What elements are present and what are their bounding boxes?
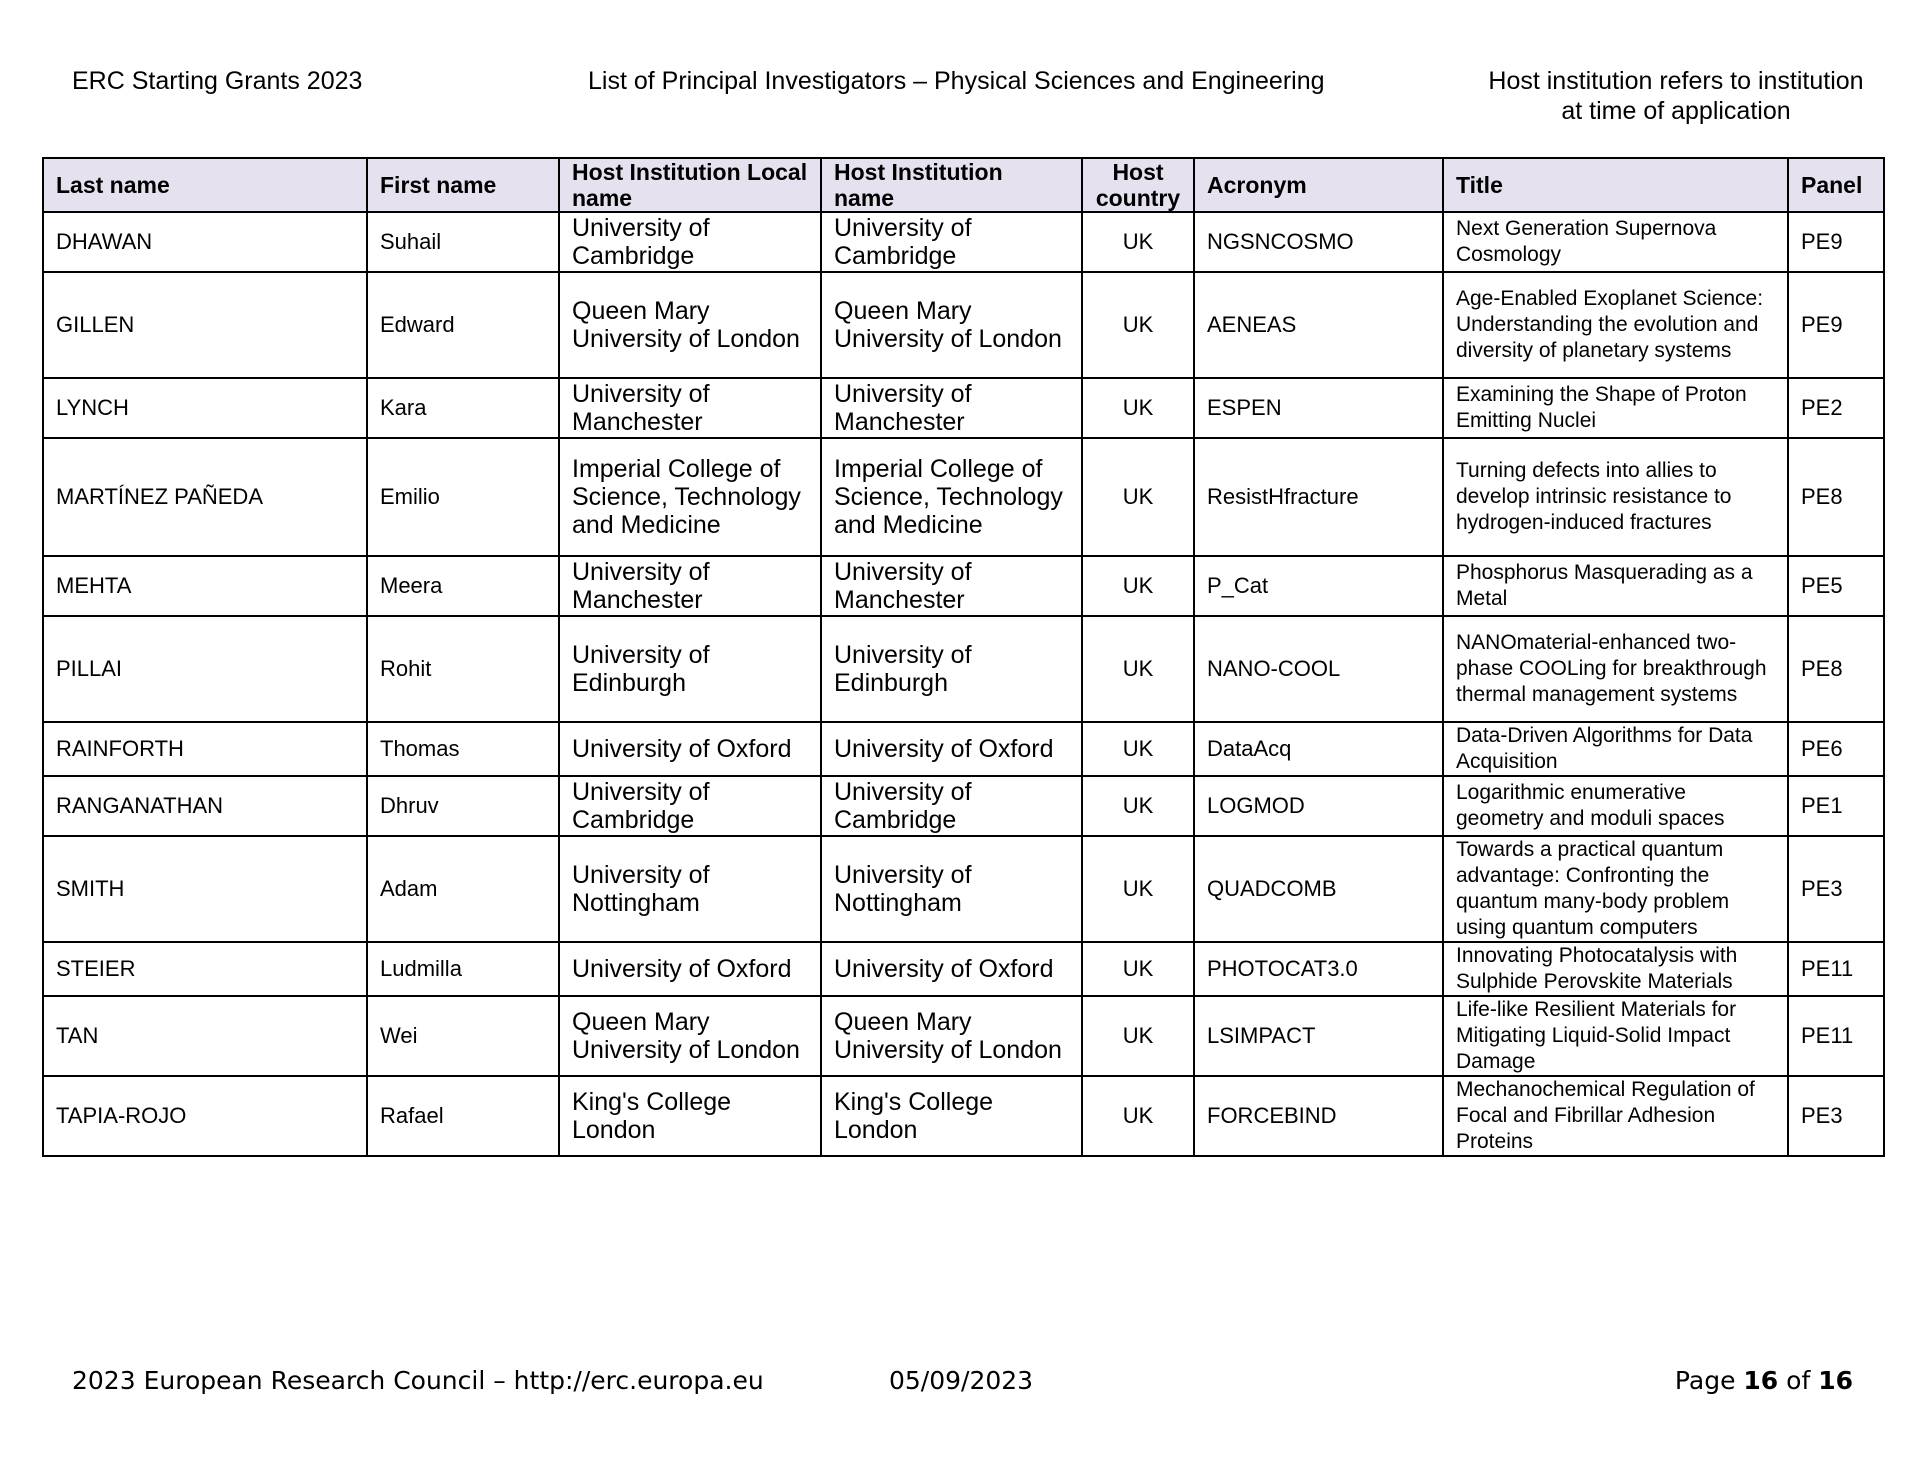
- cell-acronym: ESPEN: [1194, 378, 1443, 438]
- cell-last-name: MEHTA: [43, 556, 367, 616]
- cell-host-name: University of Oxford: [821, 722, 1082, 776]
- col-header-panel: Panel: [1788, 158, 1884, 212]
- col-header-title: Title: [1443, 158, 1788, 212]
- cell-title: Turning defects into allies to develop intrinsic resistance to hydrogen-induced fractures: [1443, 438, 1788, 556]
- page-total: 16: [1818, 1366, 1853, 1395]
- cell-panel: PE3: [1788, 836, 1884, 942]
- cell-acronym: ResistHfracture: [1194, 438, 1443, 556]
- table-row: [43, 616, 1884, 722]
- cell-host-name: Queen Mary University of London: [821, 272, 1082, 378]
- cell-last-name: STEIER: [43, 942, 367, 996]
- cell-panel: PE8: [1788, 438, 1884, 556]
- cell-host-country: UK: [1082, 438, 1194, 556]
- cell-host-local-name: University of Cambridge: [559, 776, 821, 836]
- cell-host-name: Imperial College of Science, Technology and Medicine: [821, 438, 1082, 556]
- cell-acronym: QUADCOMB: [1194, 836, 1443, 942]
- cell-last-name: RAINFORTH: [43, 722, 367, 776]
- cell-last-name: GILLEN: [43, 272, 367, 378]
- cell-title: Life-like Resilient Materials for Mitigating Liquid-Solid Impact Damage: [1443, 996, 1788, 1076]
- table-row: [43, 776, 1884, 836]
- cell-host-name: University of Manchester: [821, 378, 1082, 438]
- cell-title: Examining the Shape of Proton Emitting Nuclei: [1443, 378, 1788, 438]
- cell-title: Phosphorus Masquerading as a Metal: [1443, 556, 1788, 616]
- cell-last-name: MARTÍNEZ PAÑEDA: [43, 438, 367, 556]
- page-mid: of: [1778, 1366, 1819, 1395]
- cell-host-country: UK: [1082, 272, 1194, 378]
- cell-host-local-name: Queen Mary University of London: [559, 272, 821, 378]
- cell-host-country: UK: [1082, 378, 1194, 438]
- cell-first-name: Thomas: [367, 722, 559, 776]
- cell-host-name: University of Edinburgh: [821, 616, 1082, 722]
- table-row: [43, 438, 1884, 556]
- page-prefix: Page: [1674, 1366, 1744, 1395]
- col-header-first-name: First name: [367, 158, 559, 212]
- cell-host-country: UK: [1082, 942, 1194, 996]
- cell-panel: PE8: [1788, 616, 1884, 722]
- cell-host-name: University of Cambridge: [821, 212, 1082, 272]
- table-row: [43, 996, 1884, 1076]
- cell-host-country: UK: [1082, 212, 1194, 272]
- cell-host-country: UK: [1082, 776, 1194, 836]
- footer-date: 05/09/2023: [889, 1366, 1034, 1395]
- cell-host-country: UK: [1082, 836, 1194, 942]
- investigators-table: [42, 157, 1885, 1157]
- col-header-host-local-name: Host Institution Local name: [559, 158, 821, 212]
- cell-acronym: FORCEBIND: [1194, 1076, 1443, 1156]
- col-header-acronym: Acronym: [1194, 158, 1443, 212]
- cell-first-name: Kara: [367, 378, 559, 438]
- cell-first-name: Wei: [367, 996, 559, 1076]
- header-right: [1486, 66, 1866, 126]
- cell-panel: PE6: [1788, 722, 1884, 776]
- header-center: List of Principal Investigators – Physical Sciences and Engineering: [588, 67, 1325, 95]
- cell-acronym: LOGMOD: [1194, 776, 1443, 836]
- col-header-host-country: Host country: [1082, 158, 1194, 212]
- cell-acronym: NANO-COOL: [1194, 616, 1443, 722]
- cell-panel: PE2: [1788, 378, 1884, 438]
- cell-host-country: UK: [1082, 556, 1194, 616]
- cell-acronym: NGSNCOSMO: [1194, 212, 1443, 272]
- cell-first-name: Rohit: [367, 616, 559, 722]
- cell-first-name: Dhruv: [367, 776, 559, 836]
- page-current: 16: [1743, 1366, 1779, 1395]
- cell-host-country: UK: [1082, 722, 1194, 776]
- cell-title: Innovating Photocatalysis with Sulphide Perovskite Materials: [1443, 942, 1788, 996]
- cell-last-name: TAPIA-ROJO: [43, 1076, 367, 1156]
- table-row: [43, 722, 1884, 776]
- header-right-line2: at time of application: [1561, 97, 1791, 125]
- cell-first-name: Rafael: [367, 1076, 559, 1156]
- col-header-last-name: Last name: [43, 158, 367, 212]
- cell-acronym: P_Cat: [1194, 556, 1443, 616]
- cell-acronym: PHOTOCAT3.0: [1194, 942, 1443, 996]
- cell-panel: PE5: [1788, 556, 1884, 616]
- table-row: [43, 378, 1884, 438]
- table-row: [43, 272, 1884, 378]
- cell-panel: PE1: [1788, 776, 1884, 836]
- cell-host-name: University of Nottingham: [821, 836, 1082, 942]
- cell-first-name: Ludmilla: [367, 942, 559, 996]
- table-row: [43, 836, 1884, 942]
- header-right-line1: Host institution refers to institution: [1488, 67, 1864, 95]
- table-row: [43, 942, 1884, 996]
- cell-title: Data-Driven Algorithms for Data Acquisition: [1443, 722, 1788, 776]
- cell-panel: PE11: [1788, 996, 1884, 1076]
- cell-title: Next Generation Supernova Cosmology: [1443, 212, 1788, 272]
- cell-last-name: RANGANATHAN: [43, 776, 367, 836]
- cell-acronym: AENEAS: [1194, 272, 1443, 378]
- cell-host-local-name: University of Oxford: [559, 722, 821, 776]
- cell-host-country: UK: [1082, 1076, 1194, 1156]
- cell-acronym: LSIMPACT: [1194, 996, 1443, 1076]
- cell-first-name: Adam: [367, 836, 559, 942]
- cell-last-name: LYNCH: [43, 378, 367, 438]
- cell-title: Towards a practical quantum advantage: Confronting the quantum many-body problem using quantum computers: [1443, 836, 1788, 942]
- cell-host-local-name: Queen Mary University of London: [559, 996, 821, 1076]
- cell-panel: PE3: [1788, 1076, 1884, 1156]
- cell-host-local-name: University of Oxford: [559, 942, 821, 996]
- cell-host-local-name: Imperial College of Science, Technology and Medicine: [559, 438, 821, 556]
- cell-host-local-name: King's College London: [559, 1076, 821, 1156]
- table-header-row: [43, 158, 1884, 212]
- footer-page-number: [1675, 1366, 1853, 1396]
- cell-first-name: Meera: [367, 556, 559, 616]
- cell-title: Age-Enabled Exoplanet Science: Understanding the evolution and diversity of planetary systems: [1443, 272, 1788, 378]
- cell-host-local-name: University of Manchester: [559, 556, 821, 616]
- cell-host-local-name: University of Edinburgh: [559, 616, 821, 722]
- cell-first-name: Emilio: [367, 438, 559, 556]
- table-row: [43, 556, 1884, 616]
- footer-left: 2023 European Research Council – http://erc.europa.eu: [72, 1366, 764, 1395]
- cell-host-name: Queen Mary University of London: [821, 996, 1082, 1076]
- table-row: [43, 212, 1884, 272]
- cell-host-local-name: University of Manchester: [559, 378, 821, 438]
- cell-first-name: Edward: [367, 272, 559, 378]
- cell-host-country: UK: [1082, 616, 1194, 722]
- cell-last-name: TAN: [43, 996, 367, 1076]
- cell-host-local-name: University of Cambridge: [559, 212, 821, 272]
- cell-last-name: PILLAI: [43, 616, 367, 722]
- cell-panel: PE9: [1788, 212, 1884, 272]
- cell-title: NANOmaterial-enhanced two-phase COOLing for breakthrough thermal management systems: [1443, 616, 1788, 722]
- cell-panel: PE11: [1788, 942, 1884, 996]
- cell-host-local-name: University of Nottingham: [559, 836, 821, 942]
- cell-last-name: SMITH: [43, 836, 367, 942]
- header-left: ERC Starting Grants 2023: [72, 67, 363, 95]
- cell-title: Mechanochemical Regulation of Focal and Fibrillar Adhesion Proteins: [1443, 1076, 1788, 1156]
- col-header-host-name: Host Institution name: [821, 158, 1082, 212]
- cell-last-name: DHAWAN: [43, 212, 367, 272]
- cell-first-name: Suhail: [367, 212, 559, 272]
- cell-acronym: DataAcq: [1194, 722, 1443, 776]
- cell-host-country: UK: [1082, 996, 1194, 1076]
- cell-host-name: University of Cambridge: [821, 776, 1082, 836]
- cell-host-name: University of Manchester: [821, 556, 1082, 616]
- cell-title: Logarithmic enumerative geometry and moduli spaces: [1443, 776, 1788, 836]
- cell-host-name: University of Oxford: [821, 942, 1082, 996]
- table-row: [43, 1076, 1884, 1156]
- cell-host-name: King's College London: [821, 1076, 1082, 1156]
- cell-panel: PE9: [1788, 272, 1884, 378]
